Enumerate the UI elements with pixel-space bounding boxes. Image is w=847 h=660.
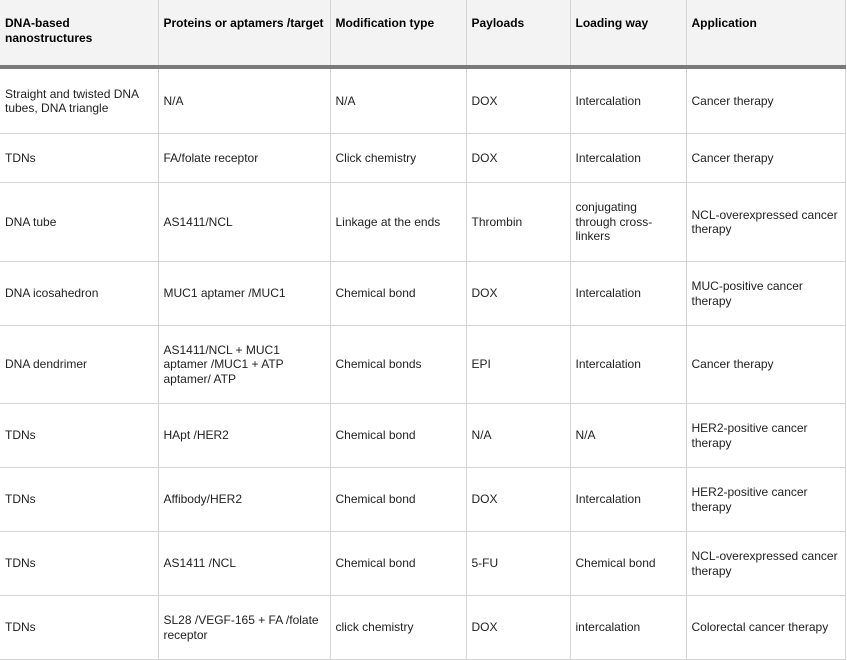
table-cell: HER2-positive cancer therapy (686, 468, 845, 532)
table-cell: TDNs (0, 134, 158, 183)
table-cell: EPI (466, 326, 570, 404)
table-cell: N/A (466, 404, 570, 468)
table-cell: DOX (466, 67, 570, 134)
table-cell: Chemical bond (330, 404, 466, 468)
table-cell: TDNs (0, 596, 158, 660)
table-cell: Straight and twisted DNA tubes, DNA triangle (0, 67, 158, 134)
table-cell: Chemical bonds (330, 326, 466, 404)
column-header: Proteins or aptamers /target (158, 0, 330, 67)
column-header: Application (686, 0, 845, 67)
table-cell: Chemical bond (330, 468, 466, 532)
column-header: Payloads (466, 0, 570, 67)
table-cell: NCL-overexpressed cancer therapy (686, 532, 845, 596)
table-cell: DOX (466, 134, 570, 183)
table-row (0, 404, 845, 468)
table-cell: N/A (330, 67, 466, 134)
column-header: DNA-based nanostructures (0, 0, 158, 67)
table-cell: NCL-overexpressed cancer therapy (686, 183, 845, 262)
table-cell: Cancer therapy (686, 134, 845, 183)
table-cell: AS1411/NCL (158, 183, 330, 262)
table-cell: Affibody/HER2 (158, 468, 330, 532)
table-cell: Click chemistry (330, 134, 466, 183)
table-cell: Cancer therapy (686, 67, 845, 134)
table-cell: Linkage at the ends (330, 183, 466, 262)
table-row (0, 134, 845, 183)
table-cell: 5-FU (466, 532, 570, 596)
table-cell: Intercalation (570, 67, 686, 134)
table-cell: DOX (466, 468, 570, 532)
table-cell: DNA icosahedron (0, 262, 158, 326)
table-cell: intercalation (570, 596, 686, 660)
table-cell: TDNs (0, 468, 158, 532)
table-cell: Intercalation (570, 326, 686, 404)
table-cell: DOX (466, 262, 570, 326)
table-cell: MUC-positive cancer therapy (686, 262, 845, 326)
table-row (0, 468, 845, 532)
table-cell: SL28 /VEGF-165 + FA /folate receptor (158, 596, 330, 660)
table-row (0, 183, 845, 262)
table-cell: Thrombin (466, 183, 570, 262)
table-cell: conjugating through cross-linkers (570, 183, 686, 262)
column-header: Modification type (330, 0, 466, 67)
table-cell: DNA tube (0, 183, 158, 262)
table-cell: Intercalation (570, 468, 686, 532)
table-cell: HApt /HER2 (158, 404, 330, 468)
table-cell: Intercalation (570, 262, 686, 326)
table-cell: DNA dendrimer (0, 326, 158, 404)
table-header-row (0, 0, 845, 67)
table-cell: TDNs (0, 532, 158, 596)
table-cell: HER2-positive cancer therapy (686, 404, 845, 468)
table-cell: Chemical bond (330, 262, 466, 326)
table-cell: Chemical bond (570, 532, 686, 596)
column-header: Loading way (570, 0, 686, 67)
table-cell: N/A (570, 404, 686, 468)
table-cell: Intercalation (570, 134, 686, 183)
table-row (0, 532, 845, 596)
table-cell: Cancer therapy (686, 326, 845, 404)
table-cell: MUC1 aptamer /MUC1 (158, 262, 330, 326)
table-cell: N/A (158, 67, 330, 134)
table-cell: Colorectal cancer therapy (686, 596, 845, 660)
table-cell: TDNs (0, 404, 158, 468)
table-cell: DOX (466, 596, 570, 660)
table-row (0, 67, 845, 134)
table-row (0, 262, 845, 326)
table-cell: AS1411/NCL + MUC1 aptamer /MUC1 + ATP aptamer/ ATP (158, 326, 330, 404)
table-row (0, 326, 845, 404)
table-cell: Chemical bond (330, 532, 466, 596)
table-cell: click chemistry (330, 596, 466, 660)
table-cell: FA/folate receptor (158, 134, 330, 183)
table-cell: AS1411 /NCL (158, 532, 330, 596)
